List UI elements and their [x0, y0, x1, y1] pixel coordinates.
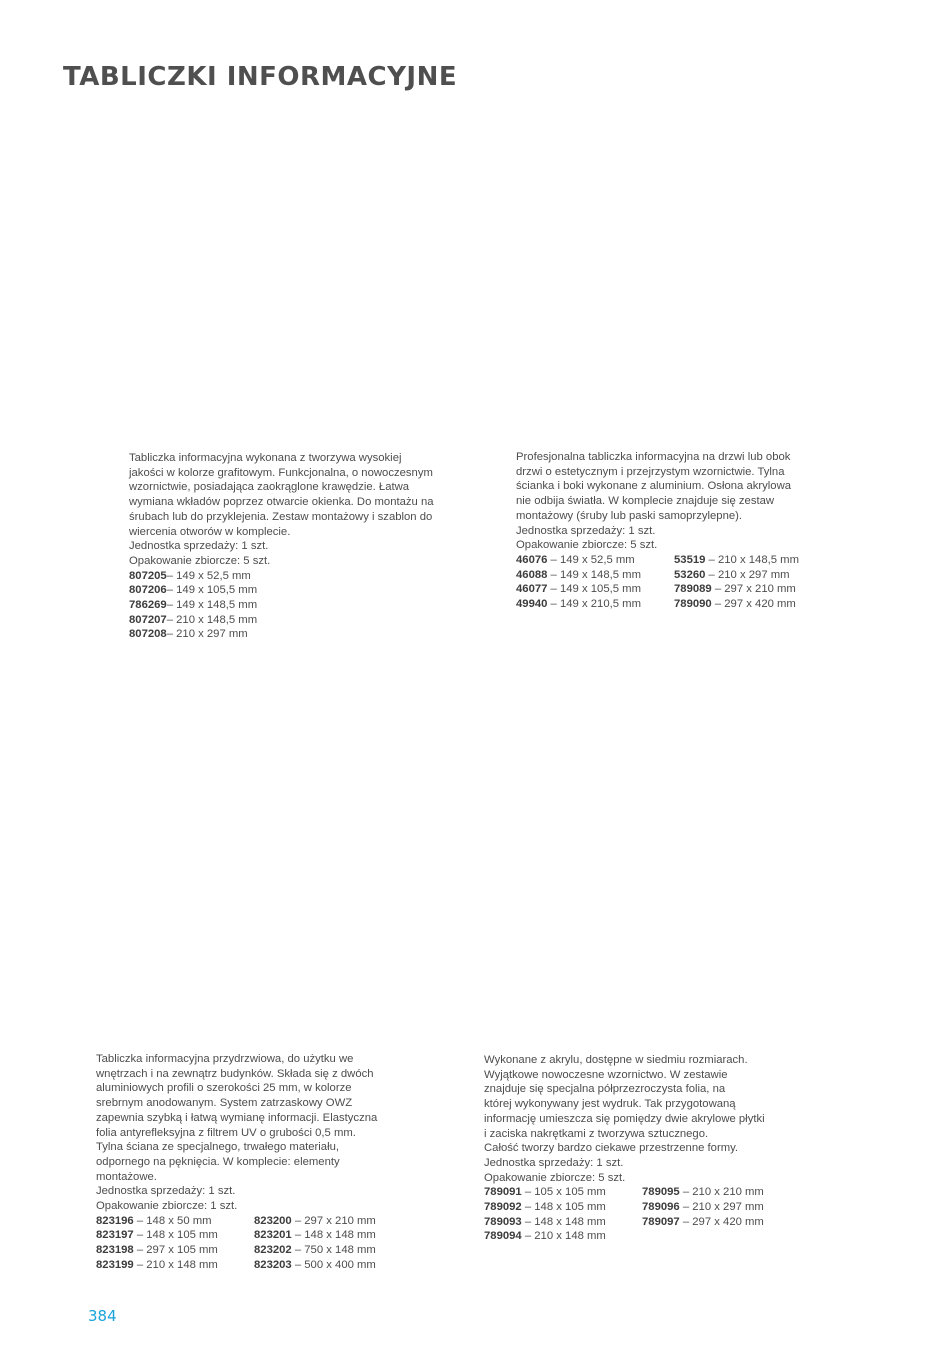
product-item — [129, 627, 449, 642]
product-code: 789096 — [642, 1201, 680, 1214]
product-size: – 297 x 105 mm — [133, 1244, 218, 1257]
product-row — [96, 1243, 396, 1258]
page-title: TABLICZKI INFORMACYJNE — [63, 62, 458, 92]
product-code: 823200 — [254, 1214, 292, 1227]
description-line: drzwi o estetycznym i przejrzystym wzornictwie. Tylna — [516, 465, 785, 478]
description-line: Wykonane z akrylu, dostępne w siedmiu rozmiarach. — [484, 1054, 748, 1066]
sales-unit: Jednostka sprzedaży: 1 szt. — [129, 540, 269, 553]
product-code: 807207 — [129, 613, 167, 626]
product-code: 807208 — [129, 628, 167, 641]
bulk-packaging: Opakowanie zbiorcze: 5 szt. — [516, 539, 658, 552]
product-size: – 148 x 105 mm — [133, 1229, 218, 1242]
description-line: odpornego na pęknięcia. W komplecie: elementy — [96, 1155, 340, 1168]
description-line: ścianka i boki wykonane z aluminium. Osłona akrylowa — [516, 480, 792, 493]
product-row — [484, 1185, 784, 1200]
bulk-packaging: Opakowanie zbiorcze: 5 szt. — [129, 554, 271, 567]
product-size: – 297 x 210 mm — [291, 1214, 376, 1227]
product-row — [516, 553, 826, 568]
product-code: 789090 — [674, 598, 712, 611]
description-line: Całość tworzy bardzo ciekawe przestrzenne formy. — [484, 1142, 739, 1155]
description-line: wiercenia otworów w komplecie. — [129, 525, 291, 538]
product-size: – 500 x 400 mm — [291, 1258, 376, 1271]
product-size: – 297 x 420 mm — [711, 598, 796, 611]
product-size: – 149 x 105,5 mm — [166, 584, 258, 597]
product-code: 823197 — [96, 1229, 134, 1242]
product-description-acrylic-sign — [484, 1053, 784, 1244]
product-size: – 210 x 148 mm — [133, 1258, 218, 1271]
description-line: Tabliczka informacyjna przydrzwiowa, do użytku we — [96, 1053, 354, 1065]
sales-unit: Jednostka sprzedaży: 1 szt. — [96, 1185, 236, 1198]
product-size: – 210 x 148,5 mm — [705, 553, 799, 566]
product-size: – 210 x 148,5 mm — [166, 613, 258, 626]
description-line: srebrnym anodowanym. System zatrzaskowy OWZ — [96, 1097, 353, 1110]
product-size: – 149 x 52,5 mm — [547, 553, 635, 566]
product-row — [96, 1214, 396, 1229]
product-row — [96, 1228, 396, 1243]
product-code: 53260 — [674, 568, 706, 581]
product-size: – 149 x 105,5 mm — [547, 583, 641, 596]
product-code: 46076 — [516, 553, 548, 566]
product-size: – 148 x 148 mm — [291, 1229, 376, 1242]
product-size: – 149 x 52,5 mm — [166, 569, 251, 582]
product-item — [129, 613, 449, 628]
product-code: 789093 — [484, 1215, 522, 1228]
product-code: 789089 — [674, 583, 712, 596]
product-row — [516, 582, 826, 597]
product-code: 807205 — [129, 569, 167, 582]
product-size: – 210 x 297 mm — [705, 568, 790, 581]
description-line: Tabliczka informacyjna wykonana z tworzywa wysokiej — [129, 452, 402, 464]
product-size: – 210 x 210 mm — [679, 1186, 764, 1199]
product-code: 53519 — [674, 553, 706, 566]
product-code: 789095 — [642, 1186, 680, 1199]
description-line: wymiana wkładów poprzez otwarcie okienka. Do montażu na — [129, 496, 434, 509]
description-line: której wykonywany jest wydruk. Tak przygotowaną — [484, 1098, 736, 1111]
description-line: i zaciska nakrętkami z tworzywa sztucznego. — [484, 1127, 709, 1140]
description-line: Tylna ściana ze specjalnego, trwałego materiału, — [96, 1141, 340, 1154]
description-line: montażowy (śruby lub paski samoprzylepne). — [516, 509, 743, 522]
product-size: – 297 x 210 mm — [711, 583, 796, 596]
description-line: aluminiowych profili o szerokości 25 mm, w kolorze — [96, 1082, 352, 1095]
product-size: – 750 x 148 mm — [291, 1244, 376, 1257]
product-description-graphite-sign — [129, 451, 449, 642]
product-size: – 210 x 148 mm — [521, 1230, 606, 1243]
description-line: montażowe. — [96, 1170, 157, 1183]
product-code: 823203 — [254, 1258, 292, 1271]
description-line: nie odbija światła. W komplecie znajduje się zestaw — [516, 495, 775, 508]
description-line: jakości w kolorze grafitowym. Funkcjonalna, o nowoczesnym — [129, 466, 433, 479]
description-line: folia antyrefleksyjna z filtrem UV o grubości 0,5 mm. — [96, 1126, 356, 1139]
product-size: – 210 x 297 mm — [679, 1201, 764, 1214]
product-item — [129, 598, 449, 613]
product-size: – 148 x 105 mm — [521, 1201, 606, 1214]
product-size: – 105 x 105 mm — [521, 1186, 606, 1199]
bulk-packaging: Opakowanie zbiorcze: 5 szt. — [484, 1171, 626, 1184]
product-code: 46077 — [516, 583, 548, 596]
product-size: – 149 x 148,5 mm — [166, 599, 258, 612]
description-line: Profesjonalna tabliczka informacyjna na drzwi lub obok — [516, 451, 791, 463]
page-number: 384 — [88, 1307, 117, 1325]
product-size: – 149 x 148,5 mm — [547, 568, 641, 581]
product-code: 786269 — [129, 599, 167, 612]
product-description-doorside-sign — [96, 1052, 396, 1273]
product-row — [516, 597, 826, 612]
product-code: 49940 — [516, 598, 548, 611]
description-line: informację umieszcza się pomiędzy dwie akrylowe płytki — [484, 1112, 765, 1125]
product-code: 789091 — [484, 1186, 522, 1199]
product-code: 789092 — [484, 1201, 522, 1214]
product-code: 46088 — [516, 568, 548, 581]
description-line: śrubach lub do przyklejenia. Zestaw montażowy i szablon do — [129, 510, 433, 523]
product-size: – 297 x 420 mm — [679, 1215, 764, 1228]
bulk-packaging: Opakowanie zbiorcze: 1 szt. — [96, 1200, 238, 1213]
sales-unit: Jednostka sprzedaży: 1 szt. — [516, 524, 656, 537]
description-line: Wyjątkowe nowoczesne wzornictwo. W zestawie — [484, 1068, 728, 1081]
sales-unit: Jednostka sprzedaży: 1 szt. — [484, 1156, 624, 1169]
product-size: – 149 x 210,5 mm — [547, 598, 641, 611]
description-line: wnętrzach i na zewnątrz budynków. Składa się z dwóch — [96, 1067, 374, 1080]
product-description-door-sign — [516, 450, 826, 612]
product-row — [96, 1258, 396, 1273]
product-code: 789097 — [642, 1215, 680, 1228]
product-code: 823199 — [96, 1258, 134, 1271]
product-size: – 148 x 148 mm — [521, 1215, 606, 1228]
product-size: – 148 x 50 mm — [133, 1214, 212, 1227]
product-code: 789094 — [484, 1230, 522, 1243]
product-item — [129, 583, 449, 598]
description-line: wzornictwie, posiadająca zaokrąglone krawędzie. Łatwa — [129, 481, 410, 494]
product-row — [516, 568, 826, 583]
product-code: 823196 — [96, 1214, 134, 1227]
product-code: 823201 — [254, 1229, 292, 1242]
description-line: zapewnia szybką i łatwą wymianę informacji. Elastyczna — [96, 1111, 378, 1124]
product-size: – 210 x 297 mm — [166, 628, 248, 641]
product-code: 807206 — [129, 584, 167, 597]
product-item — [129, 569, 449, 584]
product-code: 823198 — [96, 1244, 134, 1257]
product-row — [484, 1200, 784, 1215]
description-line: znajduje się specjalna półprzezroczysta folia, na — [484, 1083, 726, 1096]
product-row — [484, 1215, 784, 1230]
product-code: 823202 — [254, 1244, 292, 1257]
product-row — [484, 1229, 784, 1244]
